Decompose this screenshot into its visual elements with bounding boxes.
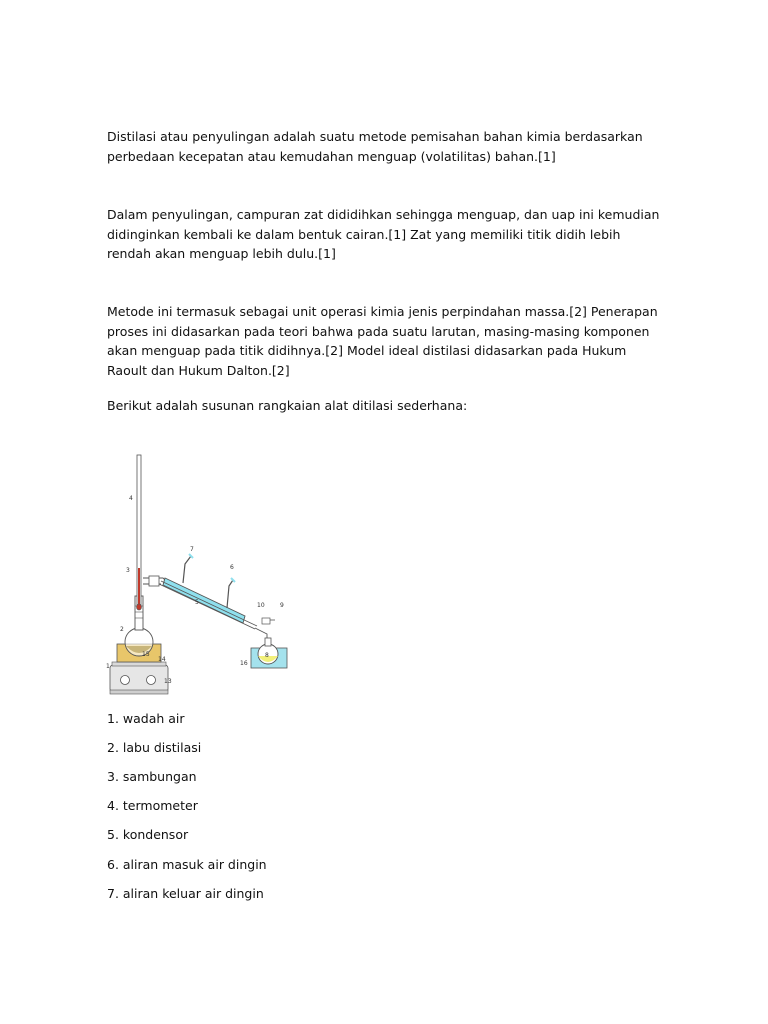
paragraph-process: Dalam penyulingan, campuran zat dididihkan sehingga menguap, dan uap ini kemudian didinginkan kembali ke dalam bentuk cairan.[1] Zat yang memiliki titik didih lebih rendah akan menguap lebih dulu.[1] — [107, 207, 660, 261]
condenser — [159, 554, 257, 629]
distillation-apparatus-figure — [105, 450, 305, 700]
receiving-flask — [258, 638, 278, 664]
label-13: 13 — [164, 678, 172, 685]
label-7: 7 — [190, 546, 194, 553]
legend-item: 4. termometer — [107, 798, 198, 813]
legend-item: 7. aliran keluar air dingin — [107, 886, 264, 901]
hotplate — [110, 662, 168, 694]
label-1: 1 — [106, 663, 110, 670]
label-4: 4 — [129, 495, 133, 502]
paragraph-figure-intro: Berikut adalah susunan rangkaian alat ditilasi sederhana: — [107, 398, 468, 413]
label-8: 8 — [265, 652, 269, 659]
paragraph-theory: Metode ini termasuk sebagai unit operasi kimia jenis perpindahan massa.[2] Penerapan proses ini didasarkan pada teori bahwa pada suatu larutan, masing-masing komponen akan menguap pada titik didihnya.[2] Model ideal distilasi didasarkan pada Hukum Raoult dan Hukum Dalton.[2] — [107, 304, 658, 378]
label-16: 16 — [240, 660, 248, 667]
legend-item: 6. aliran masuk air dingin — [107, 857, 267, 872]
label-3: 3 — [126, 567, 130, 574]
legend-item: 1. wadah air — [107, 711, 185, 726]
label-9: 9 — [280, 602, 284, 609]
legend-item: 5. kondensor — [107, 827, 189, 842]
label-5: 5 — [195, 599, 199, 606]
label-15: 15 — [142, 651, 150, 658]
legend-item: 2. labu distilasi — [107, 740, 202, 755]
paragraph-definition: Distilasi atau penyulingan adalah suatu metode pemisahan bahan kimia berdasarkan perbedaan kecepatan atau kemudahan menguap (volatilitas) bahan.[1] — [107, 129, 643, 164]
label-6: 6 — [230, 564, 234, 571]
thermometer — [137, 455, 142, 610]
label-10: 10 — [257, 602, 265, 609]
label-14: 14 — [158, 656, 166, 663]
legend-item: 3. sambungan — [107, 769, 197, 784]
label-2: 2 — [120, 626, 124, 633]
